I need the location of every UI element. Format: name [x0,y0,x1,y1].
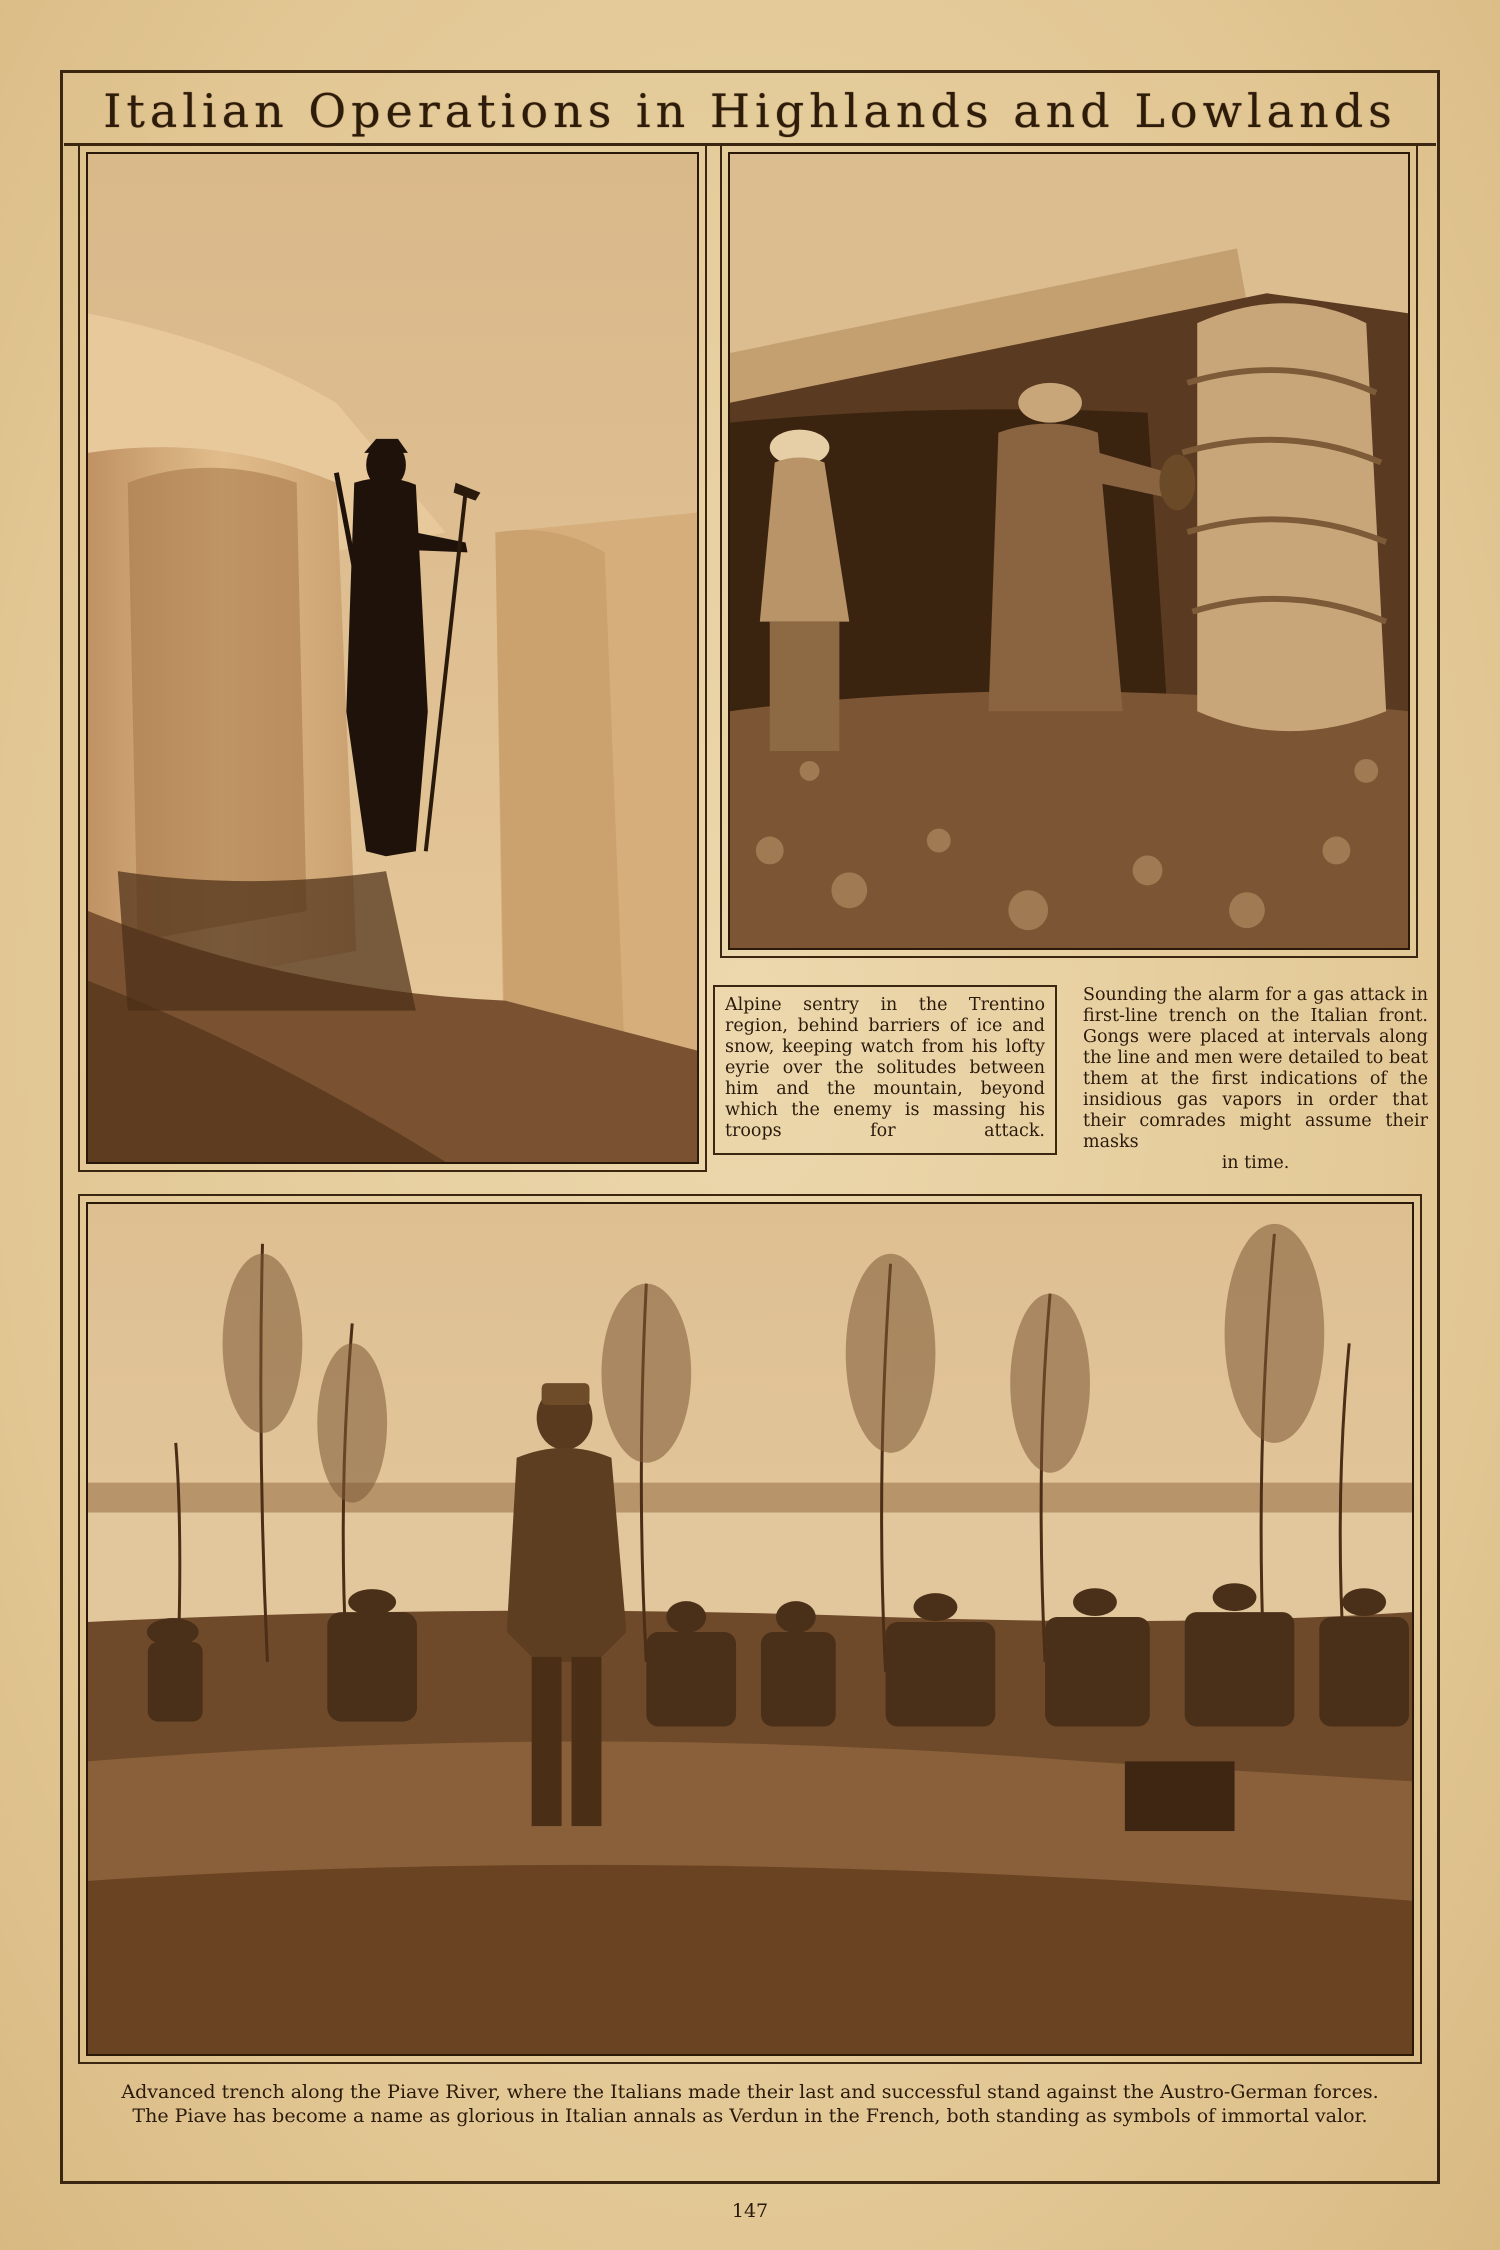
piave-trench-image [88,1204,1412,2054]
title-divider [64,143,1436,146]
caption-piave-line1: Advanced trench along the Piave River, where the Italians made their last and successful stand against the Austro-German forces. [121,2081,1379,2103]
photo-piave-trench [86,1202,1414,2056]
alpine-sentry-image [88,154,697,1162]
photo-alpine-sentry [86,152,699,1164]
photo-gas-alarm [728,152,1410,950]
caption-piave-trench [76,2080,1424,2128]
page-title: Italian Operations in Highlands and Lowlands [103,84,1397,138]
caption-gas-alarm [1083,985,1428,1174]
caption-piave-line2: The Piave has become a name as glorious in Italian annals as Verdun in the French, both standing as symbols of immortal valor. [132,2105,1368,2127]
gas-alarm-image [730,154,1408,948]
caption-alpine-sentry: Alpine sentry in the Trentino region, behind barriers of ice and snow, keeping watch from his lofty eyrie over the solitudes between him and the mountain, beyond which the enemy is massing his troops for attack. [725,995,1045,1141]
page-number: 147 [731,2200,769,2222]
caption-gas-alarm-body: Sounding the alarm for a gas attack in first-line trench on the Italian front. Gongs were placed at intervals along the line and men were detailed to beat them at the first indications of the insidious gas vapors in order that their comrades might assume their masks [1083,985,1428,1152]
caption-gas-alarm-end: in time. [1221,1153,1290,1173]
